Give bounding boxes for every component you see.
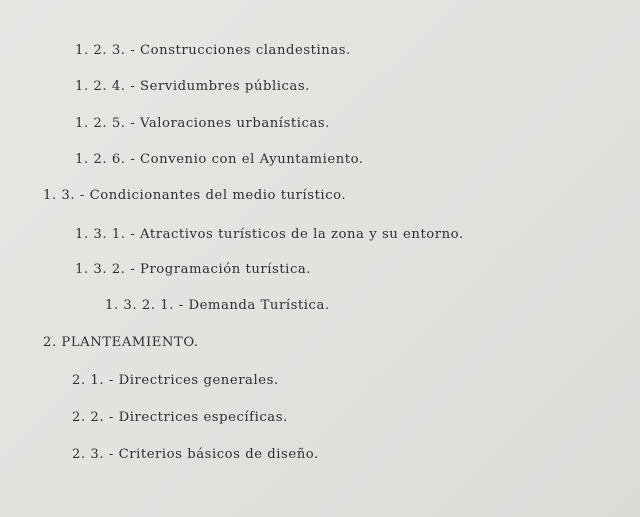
toc-entry-2-3: 2. 3. - Criterios básicos de diseño.: [72, 447, 319, 462]
toc-entry-1-2-3: 1. 2. 3. - Construcciones clandestinas.: [75, 43, 351, 58]
toc-entry-1-2-5: 1. 2. 5. - Valoraciones urbanísticas.: [75, 116, 330, 131]
toc-entry-1-2-4: 1. 2. 4. - Servidumbres públicas.: [75, 79, 310, 94]
toc-entry-1-2-6: 1. 2. 6. - Convenio con el Ayuntamiento.: [75, 152, 364, 167]
toc-entry-1-3: 1. 3. - Condicionantes del medio turístico.: [43, 188, 347, 203]
section-heading-planteamiento: 2. PLANTEAMIENTO.: [43, 335, 199, 350]
toc-entry-1-3-2-1: 1. 3. 2. 1. - Demanda Turística.: [105, 298, 330, 313]
toc-entry-1-3-1: 1. 3. 1. - Atractivos turísticos de la zona y su entorno.: [75, 227, 464, 242]
toc-entry-2-1: 2. 1. - Directrices generales.: [72, 373, 279, 388]
toc-entry-1-3-2: 1. 3. 2. - Programación turística.: [75, 262, 312, 277]
toc-entry-2-2: 2. 2. - Directrices específicas.: [72, 410, 288, 425]
